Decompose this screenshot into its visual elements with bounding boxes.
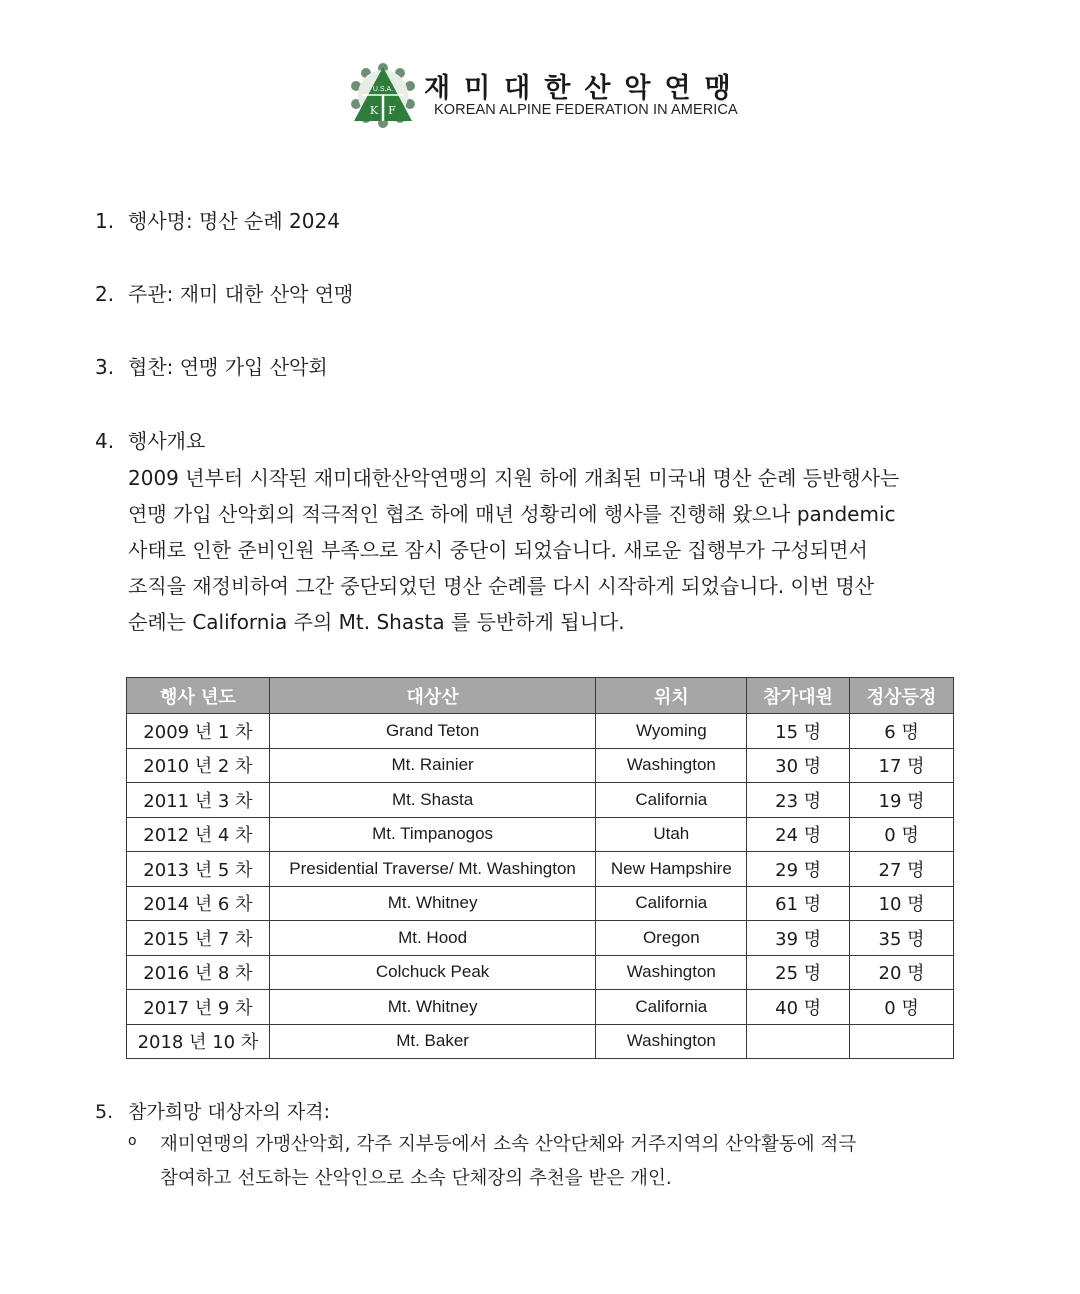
cell-summits: 6 명	[850, 714, 954, 749]
overview-line: 조직을 재정비하여 그간 중단되었던 명산 순례를 다시 시작하게 되었습니다. 이번 명산	[128, 574, 875, 598]
item-text: 행사개요	[128, 429, 206, 453]
cell-year: 2012 년 4 차	[127, 817, 270, 852]
event-history-table	[126, 677, 954, 1059]
table-header-row	[127, 678, 954, 714]
cell-summits: 0 명	[850, 817, 954, 852]
item-organizer	[95, 281, 353, 307]
org-name-korean: 재미대한산악연맹	[424, 73, 745, 104]
cell-participants: 30 명	[747, 748, 850, 783]
table-row	[127, 783, 954, 818]
item-text: 주관: 재미 대한 산악 연맹	[128, 282, 354, 306]
cell-summits: 19 명	[850, 783, 954, 818]
cell-location: California	[596, 990, 747, 1025]
cell-location: California	[596, 886, 747, 921]
qualification-text	[160, 1128, 856, 1196]
cell-year: 2013 년 5 차	[127, 852, 270, 887]
cell-year: 2014 년 6 차	[127, 886, 270, 921]
logo-text-f: F	[388, 104, 396, 117]
logo-text-usa: U.S.A.	[372, 86, 394, 93]
table-row	[127, 714, 954, 749]
cell-year: 2015 년 7 차	[127, 921, 270, 956]
table-row	[127, 886, 954, 921]
overview-paragraph	[128, 460, 978, 640]
cell-mountain: Grand Teton	[269, 714, 596, 749]
table-row	[127, 921, 954, 956]
cell-summits: 17 명	[850, 748, 954, 783]
federation-logo	[350, 62, 416, 128]
item-qualification-heading	[95, 1099, 330, 1125]
cell-mountain: Mt. Rainier	[269, 748, 596, 783]
header-year: 행사 년도	[127, 678, 270, 714]
table-row	[127, 990, 954, 1025]
cell-year: 2009 년 1 차	[127, 714, 270, 749]
cell-location: New Hampshire	[596, 852, 747, 887]
header-mountain: 대상산	[269, 678, 596, 714]
cell-location: Oregon	[596, 921, 747, 956]
cell-participants: 15 명	[747, 714, 850, 749]
cell-year: 2018 년 10 차	[127, 1024, 270, 1059]
cell-participants: 23 명	[747, 783, 850, 818]
table-row	[127, 748, 954, 783]
cell-summits: 20 명	[850, 955, 954, 990]
item-text: 행사명: 명산 순례 2024	[128, 209, 340, 233]
org-name-english: KOREAN ALPINE FEDERATION IN AMERICA	[434, 102, 738, 118]
header-summits: 정상등정	[850, 678, 954, 714]
header-participants: 참가대원	[747, 678, 850, 714]
item-number: 1.	[95, 209, 115, 233]
cell-summits: 27 명	[850, 852, 954, 887]
cell-participants: 39 명	[747, 921, 850, 956]
item-number: 4.	[95, 429, 115, 453]
cell-mountain: Mt. Timpanogos	[269, 817, 596, 852]
table-row	[127, 1024, 954, 1059]
item-event-name	[95, 208, 340, 234]
table-row	[127, 955, 954, 990]
qualification-line: 참여하고 선도하는 산악인으로 소속 단체장의 추천을 받은 개인.	[160, 1168, 672, 1189]
item-overview-heading	[95, 428, 205, 454]
cell-summits: 0 명	[850, 990, 954, 1025]
cell-mountain: Mt. Hood	[269, 921, 596, 956]
overview-line: 연맹 가입 산악회의 적극적인 협조 하에 매년 성황리에 행사를 진행해 왔으나 pandemic	[128, 502, 896, 526]
cell-location: California	[596, 783, 747, 818]
cell-location: Washington	[596, 1024, 747, 1059]
cell-participants	[747, 1024, 850, 1059]
item-number: 2.	[95, 282, 115, 306]
item-text: 참가희망 대상자의 자격:	[128, 1101, 331, 1123]
cell-mountain: Colchuck Peak	[269, 955, 596, 990]
cell-mountain: Mt. Shasta	[269, 783, 596, 818]
cell-location: Utah	[596, 817, 747, 852]
cell-summits	[850, 1024, 954, 1059]
qualification-line: 재미연맹의 가맹산악회, 각주 지부등에서 소속 산악단체와 거주지역의 산악활동에 적극	[160, 1134, 857, 1155]
item-number: 3.	[95, 355, 115, 379]
header-location: 위치	[596, 678, 747, 714]
item-number: 5.	[95, 1101, 114, 1123]
item-text: 협찬: 연맹 가입 산악회	[128, 355, 328, 379]
cell-participants: 40 명	[747, 990, 850, 1025]
bullet-marker: o	[128, 1133, 137, 1149]
cell-mountain: Mt. Baker	[269, 1024, 596, 1059]
overview-line: 2009 년부터 시작된 재미대한산악연맹의 지원 하에 개최된 미국내 명산 순례 등반행사는	[128, 466, 900, 490]
cell-location: Washington	[596, 748, 747, 783]
table-row	[127, 817, 954, 852]
table-body	[127, 714, 954, 1059]
logo-text-k: K	[369, 104, 379, 117]
cell-location: Wyoming	[596, 714, 747, 749]
cell-participants: 24 명	[747, 817, 850, 852]
cell-summits: 35 명	[850, 921, 954, 956]
cell-mountain: Mt. Whitney	[269, 990, 596, 1025]
letterhead	[350, 62, 750, 128]
overview-line: 사태로 인한 준비인원 부족으로 잠시 중단이 되었습니다. 새로운 집행부가 구성되면서	[128, 538, 868, 562]
cell-mountain: Presidential Traverse/ Mt. Washington	[269, 852, 596, 887]
cell-participants: 61 명	[747, 886, 850, 921]
cell-participants: 25 명	[747, 955, 850, 990]
cell-year: 2010 년 2 차	[127, 748, 270, 783]
cell-mountain: Mt. Whitney	[269, 886, 596, 921]
table-row	[127, 852, 954, 887]
cell-participants: 29 명	[747, 852, 850, 887]
cell-year: 2016 년 8 차	[127, 955, 270, 990]
cell-year: 2017 년 9 차	[127, 990, 270, 1025]
cell-year: 2011 년 3 차	[127, 783, 270, 818]
cell-summits: 10 명	[850, 886, 954, 921]
item-sponsor	[95, 354, 328, 380]
overview-line: 순례는 California 주의 Mt. Shasta 를 등반하게 됩니다.	[128, 610, 625, 634]
cell-location: Washington	[596, 955, 747, 990]
